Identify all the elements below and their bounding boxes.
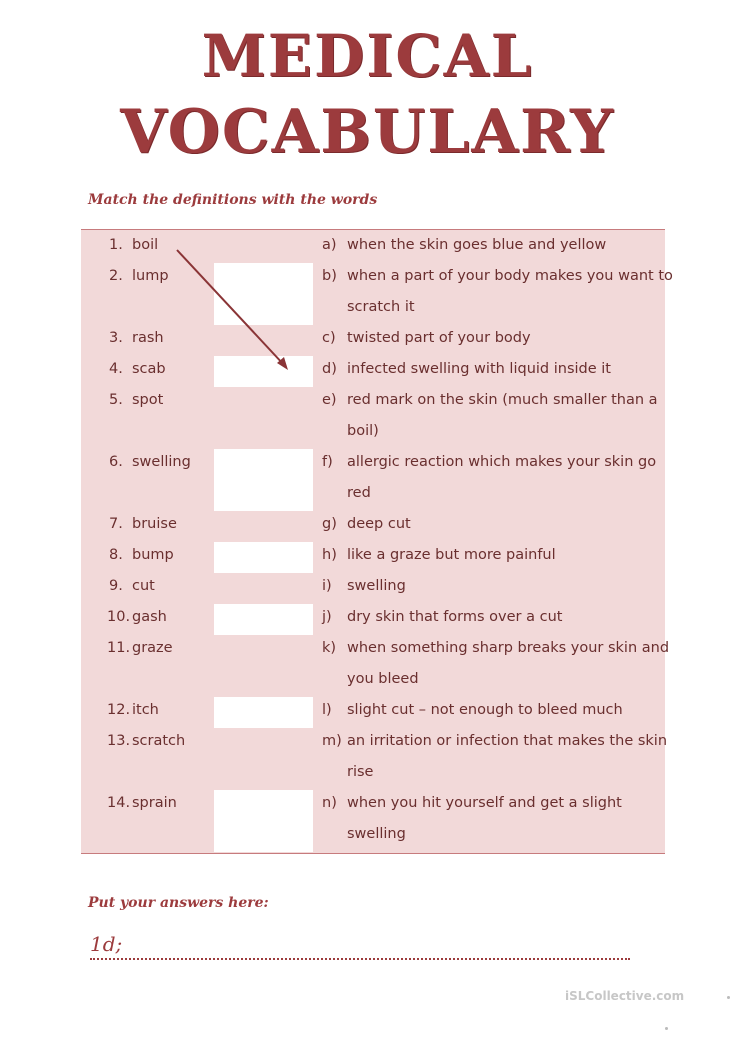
word-scratch: scratch — [132, 733, 186, 749]
word-number: 2. — [109, 268, 123, 284]
word-number: 10. — [107, 609, 131, 625]
definition-text: rise — [347, 764, 374, 780]
definition-text: deep cut — [347, 516, 411, 532]
word-boil: boil — [132, 237, 159, 253]
word-number: 9. — [109, 578, 123, 594]
definition-text: boil) — [347, 423, 379, 439]
definition-text: like a graze but more painful — [347, 547, 556, 563]
definition-text: infected swelling with liquid inside it — [347, 361, 611, 377]
word-number: 12. — [107, 702, 131, 718]
word-gash: gash — [132, 609, 167, 625]
word-rash: rash — [132, 330, 164, 346]
word-scab: scab — [132, 361, 166, 377]
word-lump: lump — [132, 268, 169, 284]
definition-text: twisted part of your body — [347, 330, 531, 346]
speck — [727, 996, 730, 999]
definition-text: when you hit yourself and get a slight — [347, 795, 622, 811]
word-sprain: sprain — [132, 795, 177, 811]
word-number: 3. — [109, 330, 123, 346]
word-cut: cut — [132, 578, 155, 594]
definition-letter: k) — [322, 640, 337, 656]
definition-text: swelling — [347, 578, 406, 594]
title-line-1: MEDICAL — [201, 22, 534, 90]
speck — [665, 1027, 668, 1030]
answers-label: Put your answers here: — [88, 895, 269, 911]
answer-sample: 1d; — [90, 932, 123, 956]
word-number: 7. — [109, 516, 123, 532]
definition-letter: j) — [322, 609, 332, 625]
definition-letter: a) — [322, 237, 337, 253]
definition-letter: d) — [322, 361, 337, 377]
definition-text: allergic reaction which makes your skin go — [347, 454, 657, 470]
title-line-2: VOCABULARY — [120, 97, 615, 167]
word-number: 6. — [109, 454, 123, 470]
definition-letter: g) — [322, 516, 337, 532]
word-number: 1. — [109, 237, 123, 253]
definition-text: red — [347, 485, 371, 501]
definition-text: dry skin that forms over a cut — [347, 609, 563, 625]
definition-letter: i) — [322, 578, 332, 594]
definition-letter: c) — [322, 330, 336, 346]
word-number: 14. — [107, 795, 131, 811]
answer-line[interactable] — [90, 938, 630, 960]
word-bump: bump — [132, 547, 174, 563]
definition-text: slight cut – not enough to bleed much — [347, 702, 623, 718]
word-number: 11. — [107, 640, 131, 656]
definition-text: when the skin goes blue and yellow — [347, 237, 607, 253]
word-number: 13. — [107, 733, 131, 749]
definition-text: when something sharp breaks your skin and — [347, 640, 670, 656]
word-swelling: swelling — [132, 454, 191, 470]
definition-letter: h) — [322, 547, 337, 563]
definition-letter: l) — [322, 702, 332, 718]
definition-letter: n) — [322, 795, 337, 811]
definition-text: red mark on the skin (much smaller than a — [347, 392, 658, 408]
word-number: 8. — [109, 547, 123, 563]
word-spot: spot — [132, 392, 164, 408]
definition-text: swelling — [347, 826, 406, 842]
definition-letter: e) — [322, 392, 337, 408]
matching-table — [81, 229, 673, 854]
word-bruise: bruise — [132, 516, 177, 532]
definition-letter: f) — [322, 454, 333, 470]
definition-letter: b) — [322, 268, 337, 284]
instruction: Match the definitions with the words — [88, 192, 378, 208]
word-graze: graze — [132, 640, 173, 656]
word-number: 5. — [109, 392, 123, 408]
definition-text: you bleed — [347, 671, 419, 687]
definition-letter: m) — [322, 733, 342, 749]
word-number: 4. — [109, 361, 123, 377]
watermark: iSLCollective.com — [565, 989, 685, 1003]
definition-text: an irritation or infection that makes the skin — [347, 733, 668, 749]
definition-text: when a part of your body makes you want to — [347, 268, 673, 284]
example-arrow — [81, 230, 668, 853]
word-itch: itch — [132, 702, 159, 718]
definition-text: scratch it — [347, 299, 415, 315]
